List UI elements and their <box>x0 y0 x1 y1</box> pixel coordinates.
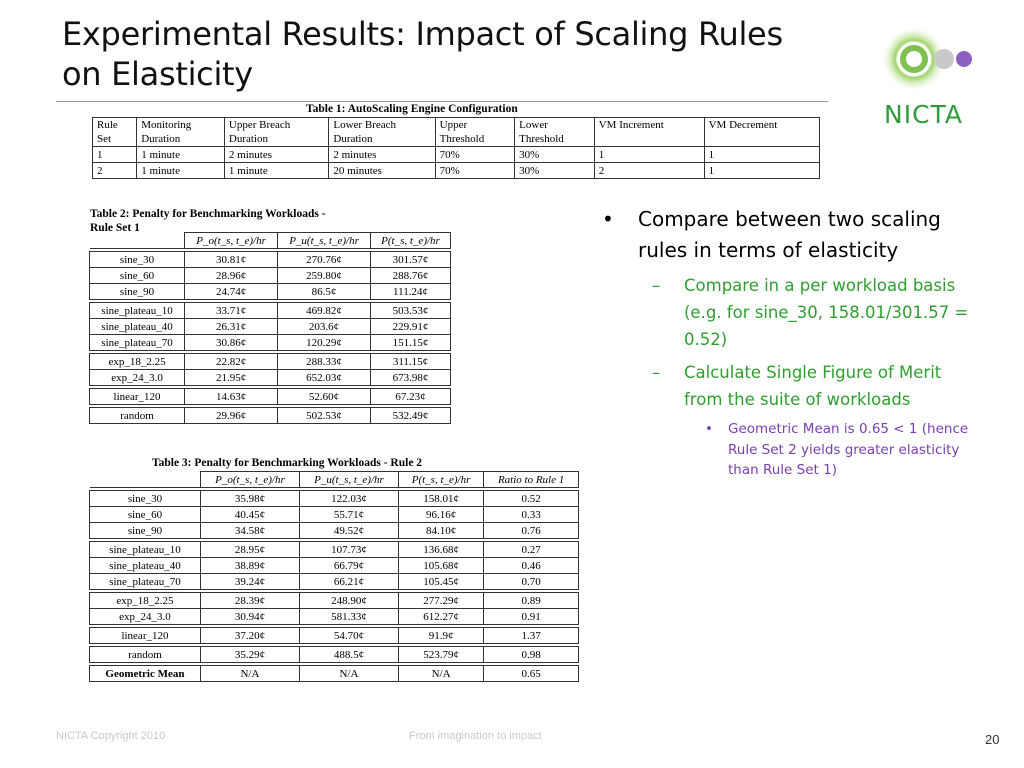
bullet-text: Calculate Single Figure of Merit from the suite of workloads <box>684 363 942 409</box>
row-label: sine_90 <box>90 284 185 300</box>
table-cell: 502.53¢ <box>278 408 371 424</box>
table-cell: N/A <box>299 666 398 682</box>
bullet-marker: • <box>602 207 614 231</box>
bullet-marker: • <box>705 421 713 437</box>
table-row <box>90 558 579 574</box>
table-row <box>90 284 451 300</box>
row-label: sine_plateau_70 <box>90 574 201 590</box>
column-header: VM Decrement <box>704 118 819 147</box>
table-cell: 301.57¢ <box>371 252 451 268</box>
table-row <box>90 335 451 351</box>
table-cell: N/A <box>200 666 299 682</box>
table-cell: 26.31¢ <box>185 319 278 335</box>
table-cell: 1 <box>93 147 137 163</box>
table-cell: 30.81¢ <box>185 252 278 268</box>
footer-tagline: From imagination to impact <box>409 730 542 742</box>
table-cell: 2 minutes <box>329 147 435 163</box>
table-cell: 1 minute <box>137 147 225 163</box>
page-number: 20 <box>985 732 1000 747</box>
table-cell: 30% <box>515 147 595 163</box>
table-row <box>90 252 451 268</box>
column-header: VM Increment <box>594 118 704 147</box>
table-row <box>90 268 451 284</box>
table-cell: 311.15¢ <box>371 354 451 370</box>
table-cell: 136.68¢ <box>398 542 483 558</box>
table1 <box>92 117 820 179</box>
column-header: Upper Breach Duration <box>224 118 328 147</box>
table-cell: 652.03¢ <box>278 370 371 386</box>
table-cell: 2 <box>93 163 137 179</box>
row-label: linear_120 <box>90 389 185 405</box>
bullet-text: Geometric Mean is 0.65 < 1 (hence Rule Set 2 yields greater elasticity than Rule Set 1) <box>728 421 969 478</box>
row-label: sine_plateau_10 <box>90 542 201 558</box>
row-label: exp_18_2.25 <box>90 593 201 609</box>
table-cell: 288.33¢ <box>278 354 371 370</box>
table-header-row <box>90 233 451 249</box>
table-cell: 39.24¢ <box>200 574 299 590</box>
table-cell: 70% <box>435 147 515 163</box>
table-cell: 288.76¢ <box>371 268 451 284</box>
row-label: linear_120 <box>90 628 201 644</box>
table-row <box>90 593 579 609</box>
table-cell: 469.82¢ <box>278 303 371 319</box>
slide-title <box>62 14 862 94</box>
table-cell: 96.16¢ <box>398 507 483 523</box>
table-row <box>90 319 451 335</box>
table-cell: 0.70 <box>484 574 579 590</box>
column-header: Upper Threshold <box>435 118 515 147</box>
table2-caption <box>90 207 450 235</box>
table1-caption: Table 1: AutoScaling Engine Configuration <box>306 103 518 115</box>
row-label: exp_18_2.25 <box>90 354 185 370</box>
table-cell: 0.91 <box>484 609 579 625</box>
row-label: sine_plateau_70 <box>90 335 185 351</box>
table-cell: 105.45¢ <box>398 574 483 590</box>
row-label: sine_plateau_40 <box>90 319 185 335</box>
table-cell: 2 minutes <box>224 147 328 163</box>
table-cell: 248.90¢ <box>299 593 398 609</box>
table-cell: 35.98¢ <box>200 491 299 507</box>
table-cell: 67.23¢ <box>371 389 451 405</box>
column-header: Lower Threshold <box>515 118 595 147</box>
table-row <box>90 389 451 405</box>
row-label: sine_90 <box>90 523 201 539</box>
table-header-row <box>93 118 820 147</box>
table-row <box>93 147 820 163</box>
table-cell: 91.9¢ <box>398 628 483 644</box>
table-cell: 120.29¢ <box>278 335 371 351</box>
table-row <box>90 647 579 663</box>
column-header: P_o(t_s, t_e)/hr <box>200 472 299 488</box>
table-row <box>90 354 451 370</box>
table-cell: 532.49¢ <box>371 408 451 424</box>
table-cell: 55.71¢ <box>299 507 398 523</box>
column-header: P_u(t_s, t_e)/hr <box>278 233 371 249</box>
table-cell: 488.5¢ <box>299 647 398 663</box>
header-blank-cell <box>90 472 201 488</box>
table-cell: 107.73¢ <box>299 542 398 558</box>
table-cell: 122.03¢ <box>299 491 398 507</box>
table-row <box>90 609 579 625</box>
table-row <box>90 507 579 523</box>
table-cell: 259.80¢ <box>278 268 371 284</box>
table-cell: 20 minutes <box>329 163 435 179</box>
bullet-level-2 <box>602 272 982 353</box>
column-header: P(t_s, t_e)/hr <box>398 472 483 488</box>
table-cell: 581.33¢ <box>299 609 398 625</box>
row-label: Geometric Mean <box>90 666 201 682</box>
table-cell: 503.53¢ <box>371 303 451 319</box>
header-blank-cell <box>90 233 185 249</box>
table-cell: 70% <box>435 163 515 179</box>
table-cell: 1 <box>704 147 819 163</box>
table-cell: 277.29¢ <box>398 593 483 609</box>
table-cell: 66.79¢ <box>299 558 398 574</box>
row-label: exp_24_3.0 <box>90 609 201 625</box>
table-cell: 2 <box>594 163 704 179</box>
table-row <box>93 163 820 179</box>
table-cell: 38.89¢ <box>200 558 299 574</box>
table-cell: 0.65 <box>484 666 579 682</box>
table-cell: 105.68¢ <box>398 558 483 574</box>
title-divider <box>56 101 828 102</box>
dash-marker: – <box>652 276 661 295</box>
table-cell: 34.58¢ <box>200 523 299 539</box>
table-cell: N/A <box>398 666 483 682</box>
column-header: Ratio to Rule 1 <box>484 472 579 488</box>
table3 <box>89 471 579 682</box>
bullet-text: Compare between two scaling rules in terms of elasticity <box>638 207 941 262</box>
column-header: Monitoring Duration <box>137 118 225 147</box>
table-row <box>90 370 451 386</box>
table-cell: 66.21¢ <box>299 574 398 590</box>
title-line-1: Experimental Results: Impact of Scaling Rules <box>62 15 783 53</box>
table-cell: 0.46 <box>484 558 579 574</box>
table-cell: 0.76 <box>484 523 579 539</box>
bullet-list <box>602 204 982 481</box>
table-row <box>90 574 579 590</box>
table-cell: 28.39¢ <box>200 593 299 609</box>
table-cell: 22.82¢ <box>185 354 278 370</box>
table-cell: 86.5¢ <box>278 284 371 300</box>
table3-caption: Table 3: Penalty for Benchmarking Workloads - Rule 2 <box>152 457 423 469</box>
table-cell: 35.29¢ <box>200 647 299 663</box>
column-header: P_u(t_s, t_e)/hr <box>299 472 398 488</box>
table-cell: 270.76¢ <box>278 252 371 268</box>
row-label: sine_60 <box>90 268 185 284</box>
table-cell: 52.60¢ <box>278 389 371 405</box>
row-label: random <box>90 408 185 424</box>
table-cell: 84.10¢ <box>398 523 483 539</box>
table-row <box>90 491 579 507</box>
table-cell: 203.6¢ <box>278 319 371 335</box>
table-cell: 14.63¢ <box>185 389 278 405</box>
table-cell: 111.24¢ <box>371 284 451 300</box>
table-cell: 0.27 <box>484 542 579 558</box>
table-cell: 673.98¢ <box>371 370 451 386</box>
bullet-text: Compare in a per workload basis (e.g. for sine_30, 158.01/301.57 = 0.52) <box>684 276 969 349</box>
table2-caption-line-2: Rule Set 1 <box>90 222 140 234</box>
title-line-2: on Elasticity <box>62 55 253 93</box>
table-cell: 37.20¢ <box>200 628 299 644</box>
table-row <box>90 303 451 319</box>
table-cell: 1.37 <box>484 628 579 644</box>
table-row <box>90 523 579 539</box>
row-label: sine_plateau_10 <box>90 303 185 319</box>
table-cell: 1 minute <box>224 163 328 179</box>
bullet-level-3 <box>602 419 982 481</box>
table-row <box>90 628 579 644</box>
table2 <box>89 232 451 424</box>
row-label: exp_24_3.0 <box>90 370 185 386</box>
table-cell: 158.01¢ <box>398 491 483 507</box>
table-cell: 523.79¢ <box>398 647 483 663</box>
footer-copyright: NICTA Copyright 2010 <box>56 730 166 742</box>
column-header: P_o(t_s, t_e)/hr <box>185 233 278 249</box>
table-cell: 28.96¢ <box>185 268 278 284</box>
column-header: P(t_s, t_e)/hr <box>371 233 451 249</box>
table-row <box>90 542 579 558</box>
table-cell: 21.95¢ <box>185 370 278 386</box>
table-cell: 40.45¢ <box>200 507 299 523</box>
table-cell: 0.98 <box>484 647 579 663</box>
table-cell: 24.74¢ <box>185 284 278 300</box>
table2-caption-line-1: Table 2: Penalty for Benchmarking Workloads - <box>90 208 326 220</box>
bullet-level-1 <box>602 204 982 266</box>
table-cell: 28.95¢ <box>200 542 299 558</box>
row-label: sine_plateau_40 <box>90 558 201 574</box>
table-cell: 1 minute <box>137 163 225 179</box>
table-cell: 612.27¢ <box>398 609 483 625</box>
table-cell: 151.15¢ <box>371 335 451 351</box>
row-label: sine_30 <box>90 252 185 268</box>
table-cell: 33.71¢ <box>185 303 278 319</box>
table-row <box>90 408 451 424</box>
table-cell: 30% <box>515 163 595 179</box>
table-cell: 1 <box>704 163 819 179</box>
table-cell: 54.70¢ <box>299 628 398 644</box>
table-cell: 49.52¢ <box>299 523 398 539</box>
column-header: Rule Set <box>93 118 137 147</box>
table-header-row <box>90 472 579 488</box>
table-cell: 30.94¢ <box>200 609 299 625</box>
table-cell: 0.52 <box>484 491 579 507</box>
row-label: random <box>90 647 201 663</box>
column-header: Lower Breach Duration <box>329 118 435 147</box>
dash-marker: – <box>652 363 661 382</box>
table-row <box>90 666 579 682</box>
table-cell: 0.89 <box>484 593 579 609</box>
table-cell: 0.33 <box>484 507 579 523</box>
table-cell: 29.96¢ <box>185 408 278 424</box>
table-cell: 30.86¢ <box>185 335 278 351</box>
row-label: sine_60 <box>90 507 201 523</box>
table-cell: 229.91¢ <box>371 319 451 335</box>
table-cell: 1 <box>594 147 704 163</box>
bullet-level-2 <box>602 359 982 413</box>
logo-text: NICTA <box>884 100 963 129</box>
row-label: sine_30 <box>90 491 201 507</box>
